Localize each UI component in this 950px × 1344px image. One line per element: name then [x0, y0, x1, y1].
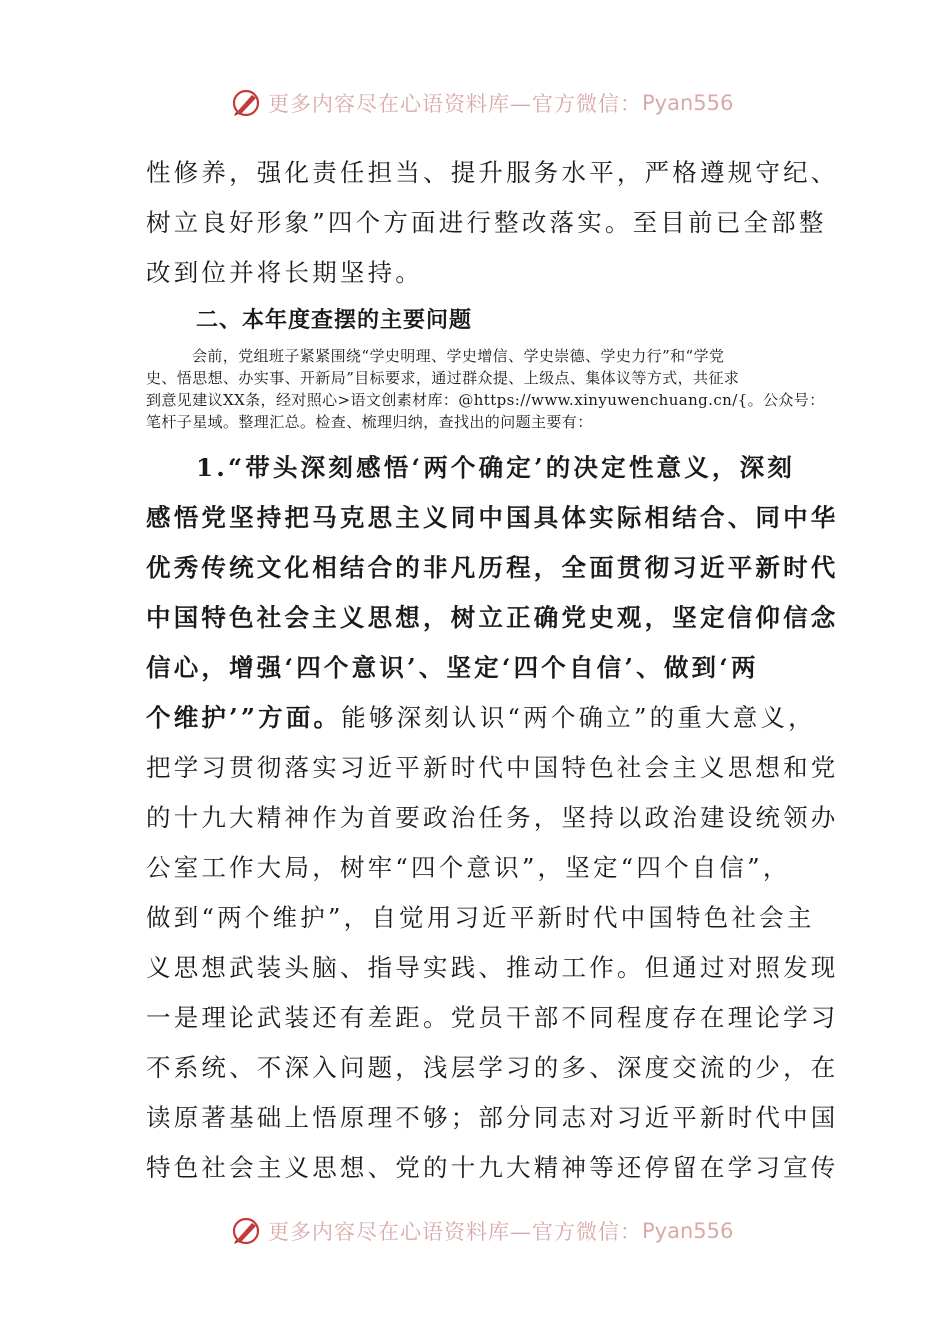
watermark-account: Pyan556: [642, 1219, 734, 1243]
text-line: 史、悟思想、办实事、开新局”目标要求，通过群众提、上级点、集体议等方式，共征求: [146, 369, 740, 387]
watermark-header: [230, 86, 733, 120]
bold-fragment: 个维护’”方面。: [146, 703, 342, 732]
bold-text-line: 信心，增强‘四个意识’、坚定‘四个自信’、做到‘两: [146, 653, 759, 682]
text-line: 把学习贯彻落实习近平新时代中国特色社会主义思想和党: [146, 753, 839, 782]
watermark-text: 更多内容尽在心语资料库—官方微信：: [268, 1220, 642, 1244]
section-heading: 二、本年度查摆的主要问题: [196, 308, 473, 333]
text-line: 的十九大精神作为首要政治任务，坚持以政治建设统领办: [146, 803, 839, 832]
watermark-footer: [230, 1214, 733, 1248]
bold-text-line: 1.“带头深刻感悟‘两个确定’的决定性意义，深刻: [196, 453, 796, 482]
mixed-text-line: [146, 693, 826, 743]
bold-text-line: 感悟党坚持把马克思主义同中国具体实际相结合、同中华: [146, 503, 839, 532]
text-line: 做到“两个维护”，自觉用习近平新时代中国特色社会主: [146, 903, 815, 932]
bold-text-line: 中国特色社会主义思想，树立正确党史观，坚定信仰信念: [146, 603, 839, 632]
text-line: 特色社会主义思想、党的十九大精神等还停留在学习宣传: [146, 1153, 839, 1182]
text-line: 不系统、不深入问题，浅层学习的多、深度交流的少，在: [146, 1053, 839, 1082]
pen-circle-logo-icon: [230, 87, 262, 119]
watermark-text: 更多内容尽在心语资料库—官方微信：: [268, 92, 642, 116]
watermark-account: Pyan556: [642, 91, 734, 115]
problem-item-1: [146, 443, 839, 1193]
bold-text-line: 优秀传统文化相结合的非凡历程，全面贯彻习近平新时代: [146, 553, 839, 582]
pen-circle-logo-icon: [230, 1215, 262, 1247]
normal-fragment: 能够深刻认识“两个确立”的重大意义，: [341, 703, 816, 732]
text-line: 公室工作大局，树牢“四个意识”，坚定“四个自信”，: [146, 853, 791, 882]
text-line: 义思想武装头脑、指导实践、推动工作。但通过对照发现: [146, 953, 839, 982]
text-line: 笔杆子星域。整理汇总。检查、梳理归纳，查找出的问题主要有：: [146, 413, 593, 431]
text-line: 性修养，强化责任担当、提升服务水平，严格遵规守纪、: [146, 158, 839, 187]
text-line: 改到位并将长期坚持。: [146, 258, 423, 287]
text-line: 一是理论武装还有差距。党员干部不同程度存在理论学习: [146, 1003, 839, 1032]
intro-paragraph: [146, 345, 825, 433]
text-line: 到意见建议XX条，经对照心>语文创素材库：@https://www.xinyuwenchuang.cn/{。公众号：: [146, 391, 825, 409]
text-line: 读原著基础上悟原理不够；部分同志对习近平新时代中国: [146, 1103, 839, 1132]
text-line: 会前，党组班子紧紧围绕“学史明理、学史增信、学史崇德、学史力行”和“学党: [192, 347, 725, 365]
paragraph-continuation: [146, 148, 839, 298]
text-line: 树立良好形象”四个方面进行整改落实。至目前已全部整: [146, 208, 827, 237]
